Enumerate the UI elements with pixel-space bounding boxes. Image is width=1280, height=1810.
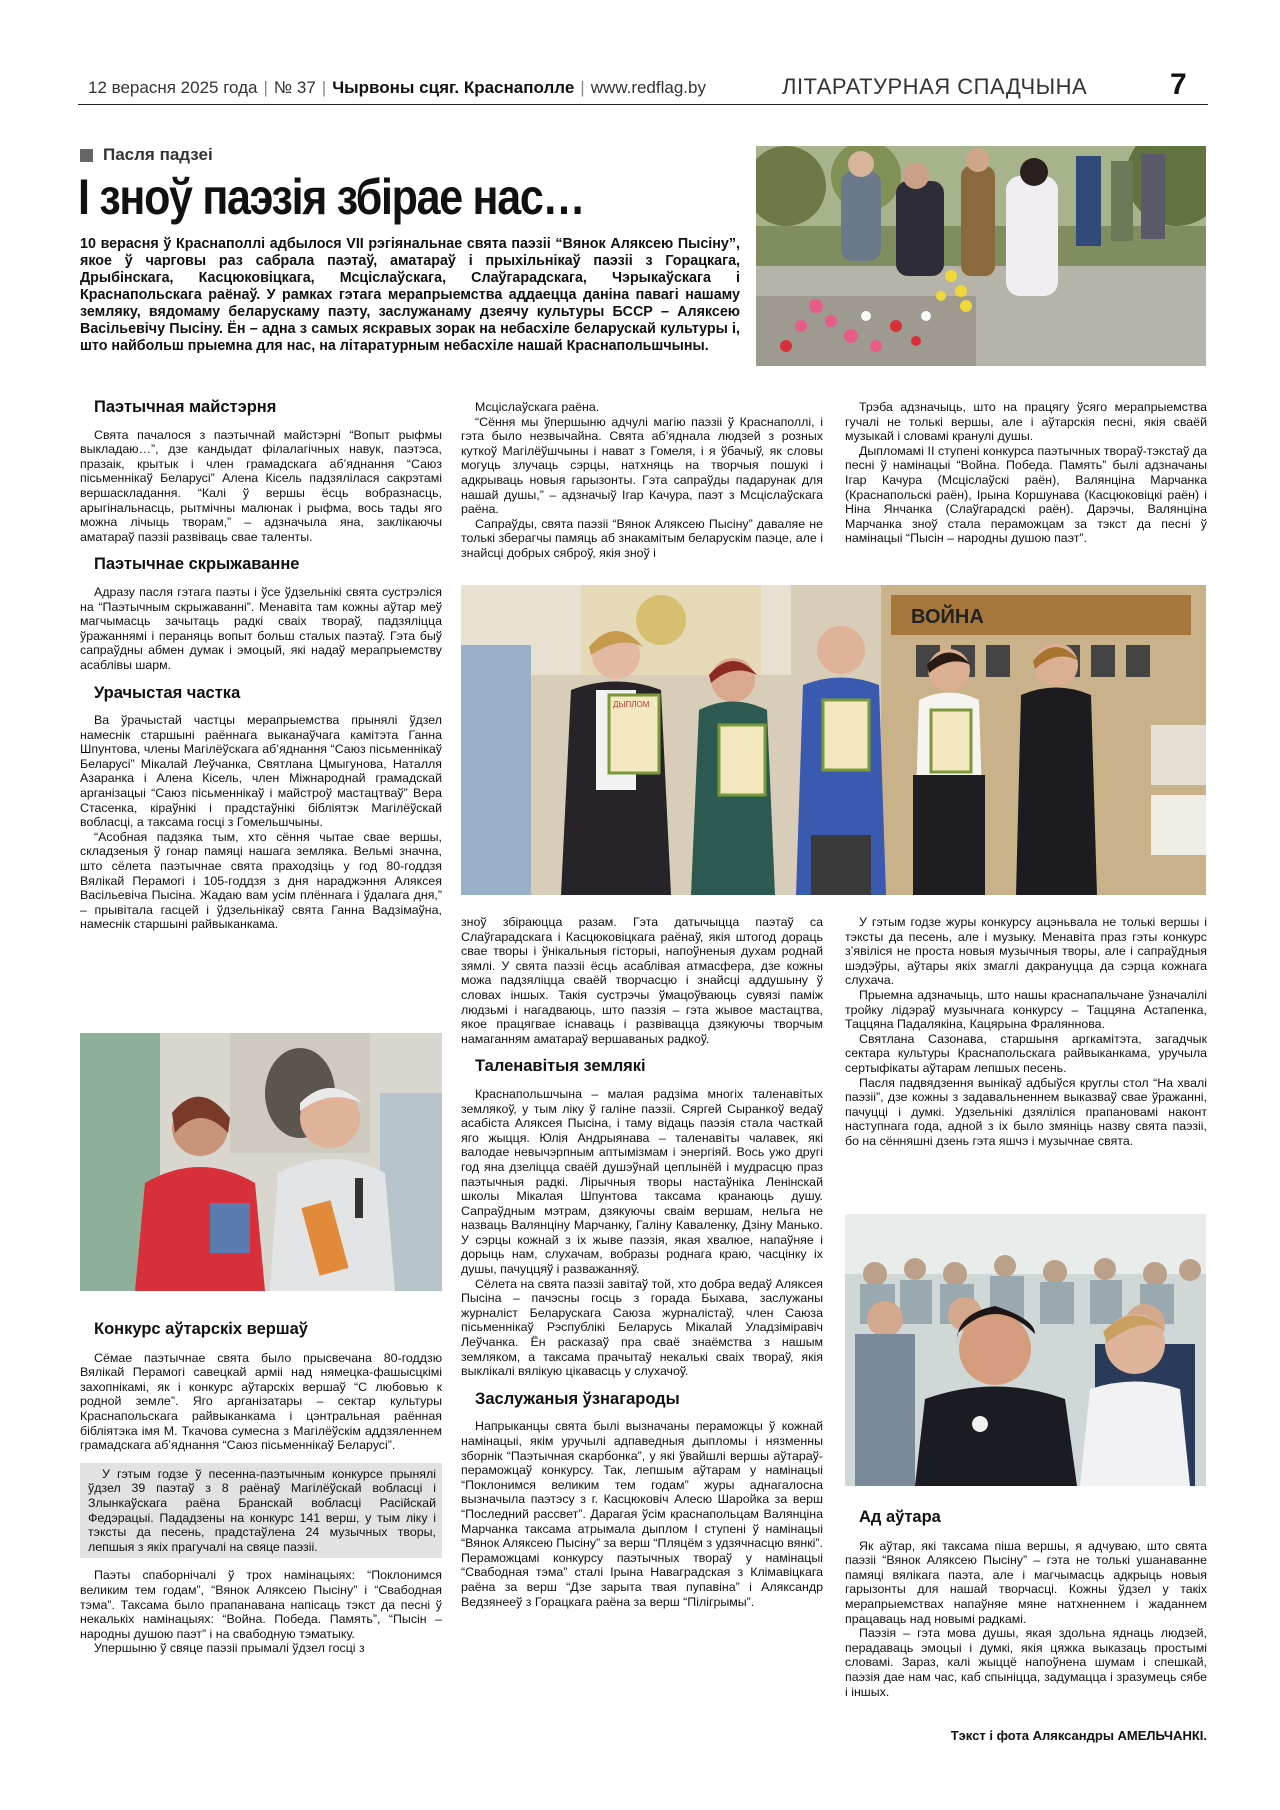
photo-book-presentation bbox=[80, 1033, 442, 1291]
page-number: 7 bbox=[1170, 68, 1187, 101]
paragraph: Свята пачалося з паэтычнай майстэрні “Вопыт рыфмы выкладаю…”, дзе кандыдат філалагічных навук, паэтэса, празаік, крытык і член грамадскага аб’яднання “Саюз пісьменнікаў Беларусі” Алена Кісель падзялілася сакрэтамі вершаскладання. “Калі ў вершы ёсць вобразнасць, арыгінальнасць, рытмічны малюнак і рыфма, вось тады яго можна лічыць творам,” – адзначыла яна, заклікаючы аматараў паэзіі развіваць свае таленты. bbox=[80, 427, 442, 544]
photo-audience-image bbox=[845, 1214, 1206, 1486]
paragraph: Пасля падвядзення вынікаў адбыўся круглы стол “На хвалі паэзіі”, дзе кожны з задавальненнем выказваў свае ўражанні, пачуцці і думкі. Удзельнікі дзяліліся прапановамі наконт наступнага года, адной з іх было змяніць назву свята паэзіі, бо на сённяшні дзень гэта яшчэ і музычнае свята. bbox=[845, 1075, 1207, 1148]
paragraph: Ва ўрачыстай частцы мерапрыемства прынялі ўдзел намеснік старшыні раённага выканаўчага камітэта Ганна Шпунтова, члены Магілёўскага аб’яднання “Саюз пісьменнікаў Беларусі” Мікалай Леўчанка, Святлана Цмыгунова, Наталля Азаранка і Алена Кісель, член Міжнароднай грамадскай арганізацыі “Саюз пісьменнікаў і майстроў мастацтваў” Вера Стасенка, кіраўнікі і прадстаўнікі бібліятэк Магілёўскай вобласці, а таксама госці з Гомельшчыны. bbox=[80, 713, 442, 830]
paragraph: Упершыню ў свяце паэзіі прымалі ўдзел госці з bbox=[94, 1641, 365, 1656]
subhead-crossroads: Паэтычнае скрыжаванне bbox=[94, 555, 300, 574]
newspaper-name: Чырвоны сцяг. Краснаполле bbox=[332, 78, 575, 97]
paragraph: Трэба адзначыць, што на працягу ўсяго мерапрыемства гучалі не толькі вершы, але і аўтарскія песні, якія сваёй музыкай і словамі кранулі душы. bbox=[845, 400, 1207, 444]
diploma-text: ДЫПЛОМ bbox=[613, 700, 650, 709]
subhead-contest: Конкурс аўтарскіх вершаў bbox=[94, 1320, 308, 1338]
author-credit: Тэкст і фота Аляксандры АМЕЛЬЧАНКІ. bbox=[950, 1728, 1207, 1743]
highlight-text: У гэтым годзе ў песенна-паэтычным конкурсе прынялі ўдзел 39 паэтаў з 8 раёнаў Магілёўскай вобласці і Злынкаўскага раёна Бранскай вобласці Расійскай Федэрацыі. Пададзены на конкурс 141 верш, у тым ліку і тэксты да песень, прадстаўлена 24 музычных творы, лепшыя з якіх прагучалі на свяце паэзіі. bbox=[88, 1466, 436, 1554]
column-3-author bbox=[845, 1510, 1207, 1699]
paragraph: Сёлета на свята паэзіі завітаў той, хто добра ведаў Аляксея Пысіна – пачэсны госць з горада Быхава, заслужаны журналіст Беларускага Саюза журналістаў, член Саюза пісьменнікаў Рэспублікі Беларусь Мікалай Уладзіміравіч Леўчанка. Ён расказаў пра сваё знаёмства з нашым земляком, а таксама прачытаў некалькі сваіх твораў, якія выклікалі вялікую цікавасць у слухачоў. bbox=[461, 1276, 823, 1379]
paragraph: Сёмае паэтычнае свята было прысвечана 80-годдзю Вялікай Перамогі савецкай арміі над нямецка-фашысцкімі захопнікамі, як і конкурс аўтарскіх вершаў “С любовью к родной земле”. Яго арганізатары – сектар культуры Краснапольскага райвыканкама і цэнтральная раённая бібліятэка імя М. Ткачова сумесна з Магілёўскім аддзяленнем грамадскага аб’яднання “Саюз пісьменнікаў Беларусі”. bbox=[80, 1350, 442, 1453]
photo-flower-laying-image bbox=[756, 146, 1206, 366]
website-link[interactable]: www.redflag.by bbox=[590, 78, 706, 97]
issue-number: № 37 bbox=[273, 78, 316, 97]
section-title: ЛІТАРАТУРНАЯ СПАДЧЫНА bbox=[782, 74, 1088, 99]
photo-flower-laying bbox=[756, 146, 1206, 366]
paragraph: Сапраўды, свята паэзіі “Вянок Аляксею Пысіну” даваляе не толькі зберагчы памяць аб знакамітым беларускім паэце, але і знайсці добрых сяброў, якія зноў і bbox=[461, 516, 823, 560]
column-3-top bbox=[845, 400, 1207, 546]
photo-award-winners-image bbox=[461, 585, 1206, 895]
subhead-talented-countrymen: Таленавітыя землякі bbox=[475, 1057, 646, 1076]
column-1-continued bbox=[80, 1322, 442, 1656]
subhead-from-author: Ад аўтара bbox=[859, 1508, 941, 1526]
headline: І зноў паэзія збірае нас… bbox=[78, 169, 585, 225]
lead-paragraph: 10 верасня ў Краснаполлі адбылося VII рэгіянальнае свята паэзіі “Вянок Аляксею Пысіну”, якое ў чарговы раз сабрала паэтаў, аматараў і прыхільнікаў паэзіі з Горацкага, Дрыбінскага, Касцюковіцкага, Мсціслаўскага, Слаўгарадскага, Чэрыкаўскага і Краснапольскага раёнаў. У рамках гэтага мерапрыемства аддаецца даніна павагі нашаму земляку, вядомаму беларускаму паэту, заслужанаму дзеячу культуры БССР – Аляксею Васільевічу Пысіну. Ён – адна з самых яскравых зорак на небасхіле беларускай культуры і, што найбольш прыемна для нас, на літаратурным небасхіле нашай Краснапольшчыны. bbox=[80, 236, 740, 354]
paragraph: зноў збіраюцца разам. Гэта датычыцца паэтаў са Слаўгарадскага і Касцюковіцкага раёнаў, якія штогод дораць свае творы і ўнікальныя гісторыі, напоўненыя духам роднай зямлі. У свята паэзіі ёсць асаблівая атмасфера, дзе кожны можа падзяліцца сваёй творчасцю і знайсці аддушыну ў словах іншых. Такія сустрэчы ўмацоўваюць сувязі паміж людзьмі і нагадваюць, што паэзія – гэта жывое мастацтва, якое працягвае існаваць і развівацца дзякуючы творчым намаганням аматараў вершаваных радкоў. bbox=[461, 915, 823, 1046]
paragraph: Мсціслаўскага раёна. bbox=[475, 400, 600, 414]
photo-audience bbox=[845, 1214, 1206, 1486]
issue-date: 12 верасня 2025 года bbox=[88, 78, 258, 97]
photo-award-winners bbox=[461, 585, 1206, 895]
paragraph: Паэты спаборнічалі ў трох намінацыях: “Поклонимся великим тем годам”, “Вянок Аляксею Пысіну” і “Свабодная тэма”. Таксама было прапанавана напісаць тэкст да песні ў некалькіх намінацыях: “Война. Победа. Память”, “Пысін – народны душою паэт” і на свабодную тэматыку. bbox=[80, 1568, 442, 1641]
paragraph: “Асобная падзяка тым, хто сёння чытае свае вершы, складзеныя ў гонар памяці нашага земляка. Вельмі значна, што сёлета паэтычнае свята праходзіць у год 80-годдзя Вялікай Перамогі і 105-годдзя з дня нараджэння Аляксея Васільевіча Пысіна. Жадаю вам усім плённага і ўдалага дня,” – прывітала гасцей і ўдзельнікаў свята Ганна Вадзімаўна, намеснік старшыні райвыканкама. bbox=[80, 829, 442, 932]
paragraph: У гэтым годзе журы конкурсу ацэньвала не толькі вершы і тэксты да песень, але і музыку. Менавіта праз гэты конкурс з’явіліся не проста новыя музычныя творы, але і сапраўдныя шэдэўры, аўтары якіх змаглі дакрануцца да сэрца кожнага слухача. bbox=[845, 915, 1207, 988]
subhead-awards: Заслужаныя ўзнагароды bbox=[475, 1389, 680, 1408]
column-3-bottom bbox=[845, 915, 1207, 1149]
paragraph: Адразу пасля гэтага паэты і ўсе ўдзельнікі свята сустрэліся на “Паэтычным скрыжаванні”. Менавіта там кожны аўтар меў магчымасць зачытаць радкі сваіх твораў, падзяліцца ўражаннямі і пераняць вопыт больш сталых паэтаў. Гэта быў сапраўдны абмен думак і эмоцый, які надаў мерапрыемству асаблівы шарм. bbox=[80, 584, 442, 672]
paragraph: Як аўтар, які таксама пішa вершы, я адчуваю, што свята паэзіі “Вянок Аляксею Пысіну” – гэта не толькі ушанаванне памяці вялікага паэта, але і магчымасць адкрыць новыя гарызонты для нашай творчасці. Кожны ўдзел у такіх мерапрыемствах напаўняе мяне натхненнем і жаданнем працаваць над новымі радкамі. bbox=[845, 1538, 1207, 1626]
paragraph: Прыемна адзначыць, што нашы краснапальчане ўзначалілі тройку лідэраў музычнага конкурсу – Таццяна Астапенка, Таццяна Падалякіна, Кацярына Фраляннова. bbox=[845, 987, 1207, 1032]
paragraph: Святлана Сазонава, старшыня аргкамітэта, загадчык сектара культуры Краснапольскага райвыканкама, уручыла сертыфікаты аўтарам лепшых песень. bbox=[845, 1031, 1207, 1075]
paragraph: Паэзія – гэта мова душы, якая здольна яднаць людзей, перадаваць эмоцыі і думкі, якія цяжка выказаць простымі словамі. Зараз, калі жыццё напоўнена шумам і спешкай, паэзія дае нам час, каб спыніцца, задумацца і зразумець сябе і іншых. bbox=[845, 1626, 1207, 1699]
masthead-info: 12 верасня 2025 года | № 37 | Чырвоны сцяг. Краснаполле | www.redflag.by bbox=[88, 78, 706, 97]
subhead-workshop: Паэтычная майстэрня bbox=[94, 398, 277, 416]
paragraph: “Сёння мы ўпершыню адчулі магію паэзіі ў Краснаполлі, і гэта было незвычайна. Свята аб’яднала людзей з розных куткоў Магілёўшчыны і нават з Гомеля, і я ўбачыў, як словы могуць злучаць сэрцы, натхняць на творчыя пошукі і адкрываць новыя гарызонты. Гэта сапраўды падарунак для нашай душы,” – адзначыў Ігар Качура, паэт з Мсціслаўскага раёна. bbox=[461, 414, 823, 517]
kicker bbox=[80, 145, 213, 165]
highlight-box bbox=[80, 1463, 442, 1559]
photo-book-presentation-image bbox=[80, 1033, 442, 1291]
subhead-ceremony: Урачыстая частка bbox=[94, 683, 241, 702]
paragraph: Дыпломамі ІІ ступені конкурса паэтычных твораў-тэкстаў да песні ў намінацыі “Война. Победа. Память” былі адзначаны Ігар Качура (Мсціслаўскі раён), Валянціна Марчанка (Краснапольскі раён), Ірына Коршунава (Касцюковіцкі раён) і Ніна Янчанка (Слаўгарадскі раён). Дарэчы, Валянціна Марчанка зноў стала пераможцам за тэкст да песні ў намінацыі “Пысін – народны душою паэт”. bbox=[845, 443, 1207, 546]
column-1 bbox=[80, 400, 442, 932]
column-2-top bbox=[461, 400, 823, 561]
paragraph: Напрыканцы свята былі вызначаны пераможцы ў кожнай намінацыі, якім уручылі адпаведныя дыпломы і нязменны зборнік “Паэтычная скарбонка”, у які ўвайшлі вершы аўтараў-пераможцаў конкурсу. Так, лепшым аўтарам у намінацыі “Поклонимся великим тем годам” журы аднагалосна вызначыла паэтэсу з г. Касцюковіч Алесю Шаройка за верш “Последний рассвет”. Дарагая ўсім краснапольцам Валянціна Марчанка таксама атрымала дыплом І ступені ў намінацыі “Вянок Аляксею Пысіну” за верш “Пляцём з удзячнасцю вянкі”. Пераможцамі конкурсу паэтычных твораў у намінацыі “Свабодная тэма” сталі Ірына Наваградская з Клімавіцкага раёна за верш “Дзе зарыта твая пупавіна” і Аляксандр Ведзянееў з Горацкага раёна за верш “Пілігрымы”. bbox=[461, 1419, 823, 1609]
column-2-bottom bbox=[461, 915, 823, 1609]
square-bullet-icon bbox=[80, 149, 93, 162]
kicker-text: Пасля падзеі bbox=[103, 145, 213, 164]
paragraph: Краснапольшчына – малая радзіма многіх таленавітых землякоў, у тым ліку ў галіне паэзіі. Сяргей Сыранкоў ведаў асабіста Аляксея Пысіна, і таму відаць паэзія стала часткай яго жыцця. Юлія Андрыянава – таленавіты чалавек, які валодае невычэрпным аптымізмам і энергіяй. Вось ужо другі год яна дзеліцца сваёй душэўнай цеплынёй і мудрасцю праз паэтычныя радкі. Лірычныя творы настаўніка Ленінскай школы Мікалая Шпунтова таксама кранаюць душу. Сапраўдным мэтрам, дзякуючы сваім вершам, нельга не назваць Валянціну Марчанку, Галіну Каваленку, Дзіну Манько. У сэрцы кожнай з іх жыве паэзія, якая хвалюе, напаўняе і дорыць нам, слухачам, вобразы роднага краю, часцінку іх душы, пачуццяў і разважанняў. bbox=[461, 1086, 823, 1277]
header-rule bbox=[78, 104, 1208, 105]
banner-text: ВОЙНА bbox=[911, 606, 984, 628]
